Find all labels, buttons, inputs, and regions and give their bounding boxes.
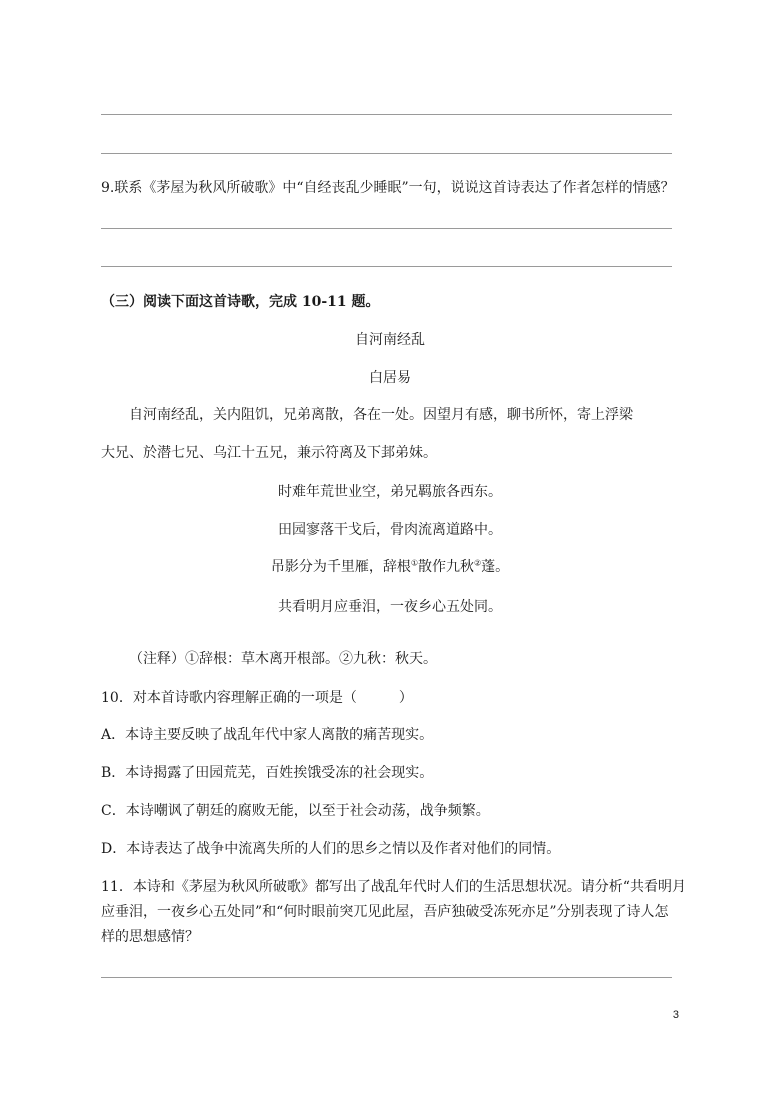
answer-line <box>101 266 672 267</box>
question-11-line: 样的思想感情？ <box>101 929 199 945</box>
answer-line <box>101 228 672 229</box>
poem-line <box>0 557 780 577</box>
option-b: B．本诗揭露了田园荒芜，百姓挨饿受冻的社会现实。 <box>101 765 434 781</box>
answer-line <box>101 977 672 978</box>
poem-line-part: 吊影分为千里雁，辞根 <box>270 559 411 575</box>
poem-line: 田园寥落干戈后，骨肉流离道路中。 <box>278 522 502 538</box>
answer-line <box>101 114 672 115</box>
footnote-marker: ① <box>410 558 418 568</box>
option-d: D．本诗表达了战争中流离失所的人们的思乡之情以及作者对他们的同情。 <box>101 841 561 857</box>
poem-preface-line: 大兄、於潜七兄、乌江十五兄，兼示符离及下邽弟妹。 <box>101 445 437 461</box>
poem-author: 白居易 <box>369 370 411 386</box>
question-9: 9.联系《茅屋为秋风所破歌》中“自经丧乱少睡眠”一句，说说这首诗表达了作者怎样的情感？ <box>101 180 675 196</box>
question-11-line: 11．本诗和《茅屋为秋风所破歌》都写出了战乱年代时人们的生活思想状况。请分析“共看明月 <box>101 879 686 895</box>
page-number: 3 <box>672 1009 679 1021</box>
poem-line-part: 散作九秋 <box>418 559 474 575</box>
question-11-line: 应垂泪，一夜乡心五处同”和“何时眼前突兀见此屋，吾庐独破受冻死亦足”分别表现了诗人怎 <box>101 904 669 920</box>
option-a: A．本诗主要反映了战乱年代中家人离散的痛苦现实。 <box>101 727 434 743</box>
poem-line: 时难年荒世业空，弟兄羁旅各西东。 <box>278 484 502 500</box>
footnote-marker: ② <box>474 558 482 568</box>
answer-line <box>101 153 672 154</box>
question-10-stem: 10．对本首诗歌内容理解正确的一项是（ ） <box>101 690 413 706</box>
option-c: C．本诗嘲讽了朝廷的腐败无能，以至于社会动荡，战争频繁。 <box>101 803 490 819</box>
poem-line: 共看明月应垂泪，一夜乡心五处同。 <box>278 599 502 615</box>
poem-line-part: 蓬。 <box>481 559 510 575</box>
poem-notes: （注释）①辞根：草木离开根部。②九秋：秋天。 <box>129 651 437 667</box>
poem-preface-line: 自河南经乱，关内阻饥，兄弟离散，各在一处。因望月有感，聊书所怀，寄上浮梁 <box>129 407 633 423</box>
section-heading: （三）阅读下面这首诗歌，完成 10-11 题。 <box>101 294 380 310</box>
poem-title: 自河南经乱 <box>355 332 425 348</box>
